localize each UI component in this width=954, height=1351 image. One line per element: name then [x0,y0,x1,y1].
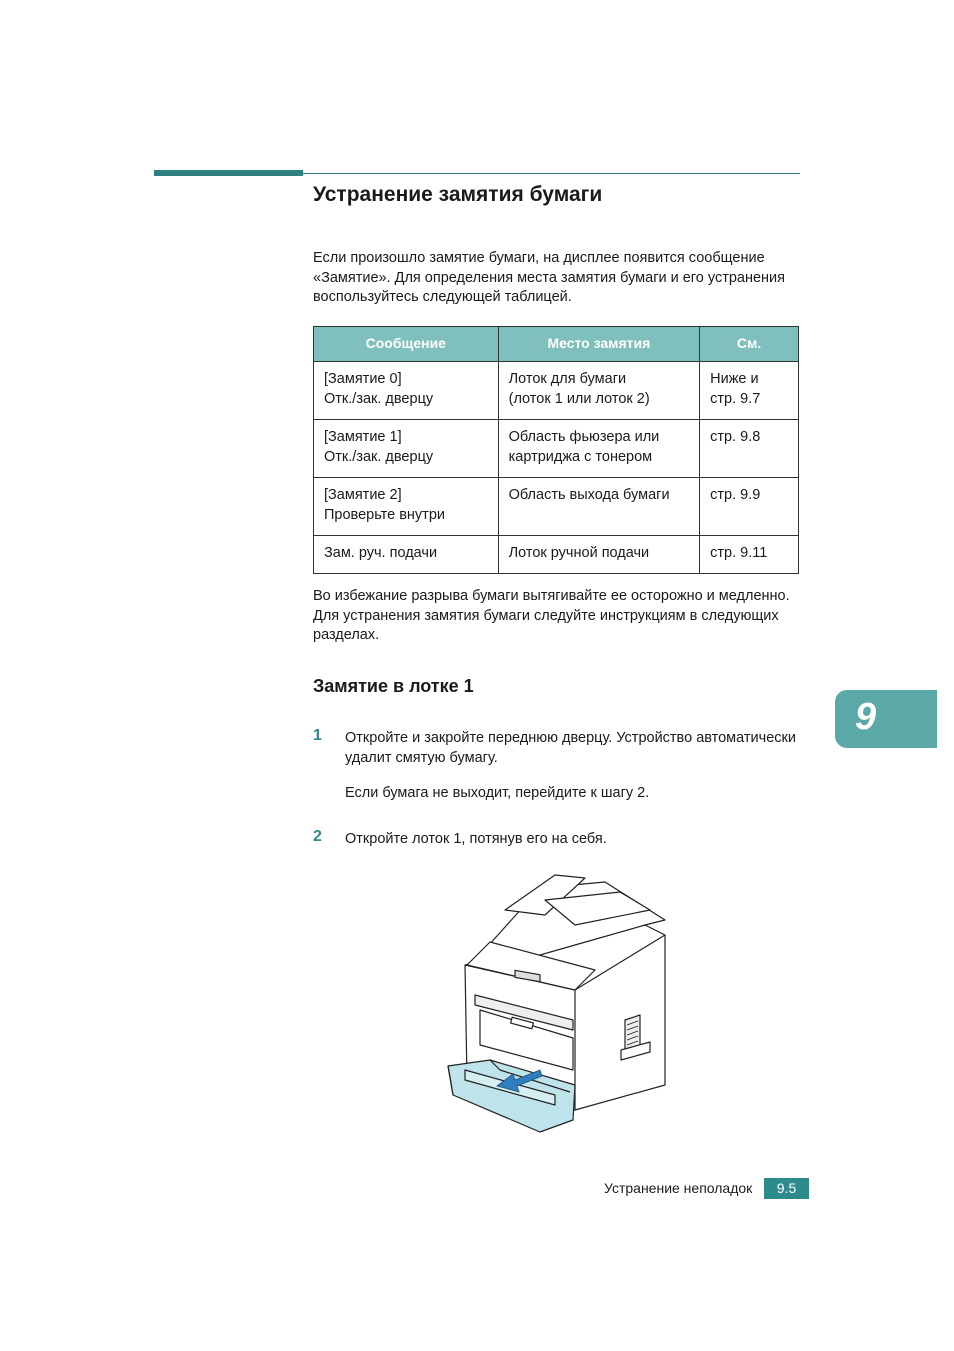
cell-see: стр. 9.9 [700,478,799,536]
table-header-row [314,327,799,362]
footer-label: Устранение неполадок [604,1180,753,1196]
cell-see: Ниже и стр. 9.7 [700,362,799,420]
section-title: Устранение замятия бумаги [313,183,603,206]
step-extra-text: Если бумага не выходит, перейдите к шагу 2. [345,785,650,801]
step-text: Откройте и закройте переднюю дверцу. Устройство автоматически удалит смятую бумагу. [345,730,796,766]
step-number: 2 [313,828,322,845]
cell-message: Зам. руч. подачи [314,536,499,574]
chapter-tab [835,690,937,748]
section-rule-thin [303,173,800,174]
subsection-title: Замятие в лотке 1 [313,676,474,696]
table-row [314,362,799,420]
page-number: 9.5 [764,1178,809,1199]
header-message: Сообщение [314,327,499,362]
step-number: 1 [313,727,322,744]
section-rule-thick [154,170,303,176]
printer-tray-illustration [445,870,675,1140]
intro-paragraph: Если произошло замятие бумаги, на дисплее появится сообщение «Замятие». Для определения места замятия бумаги и его устранения воспользуйтесь следующей таблицей. [313,250,786,305]
note-paragraph: Во избежание разрыва бумаги вытягивайте ее осторожно и медленно. Для устранения замятия бумаги следуйте инструкциям в следующих разделах. [313,588,790,643]
table-row [314,420,799,478]
cell-location: Лоток для бумаги (лоток 1 или лоток 2) [498,362,700,420]
cell-location: Область фьюзера или картриджа с тонером [498,420,700,478]
cell-location: Область выхода бумаги [498,478,700,536]
cell-location: Лоток ручной подачи [498,536,700,574]
cell-message: [Замятие 0] Отк./зак. дверцу [314,362,499,420]
table-row [314,478,799,536]
cell-see: стр. 9.11 [700,536,799,574]
cell-message: [Замятие 2] Проверьте внутри [314,478,499,536]
cell-see: стр. 9.8 [700,420,799,478]
header-jam-location: Место замятия [498,327,700,362]
chapter-number: 9 [855,696,877,738]
cell-message: [Замятие 1] Отк./зак. дверцу [314,420,499,478]
jam-table [313,326,799,574]
step-text: Откройте лоток 1, потянув его на себя. [345,831,607,847]
table-row [314,536,799,574]
header-see: См. [700,327,799,362]
